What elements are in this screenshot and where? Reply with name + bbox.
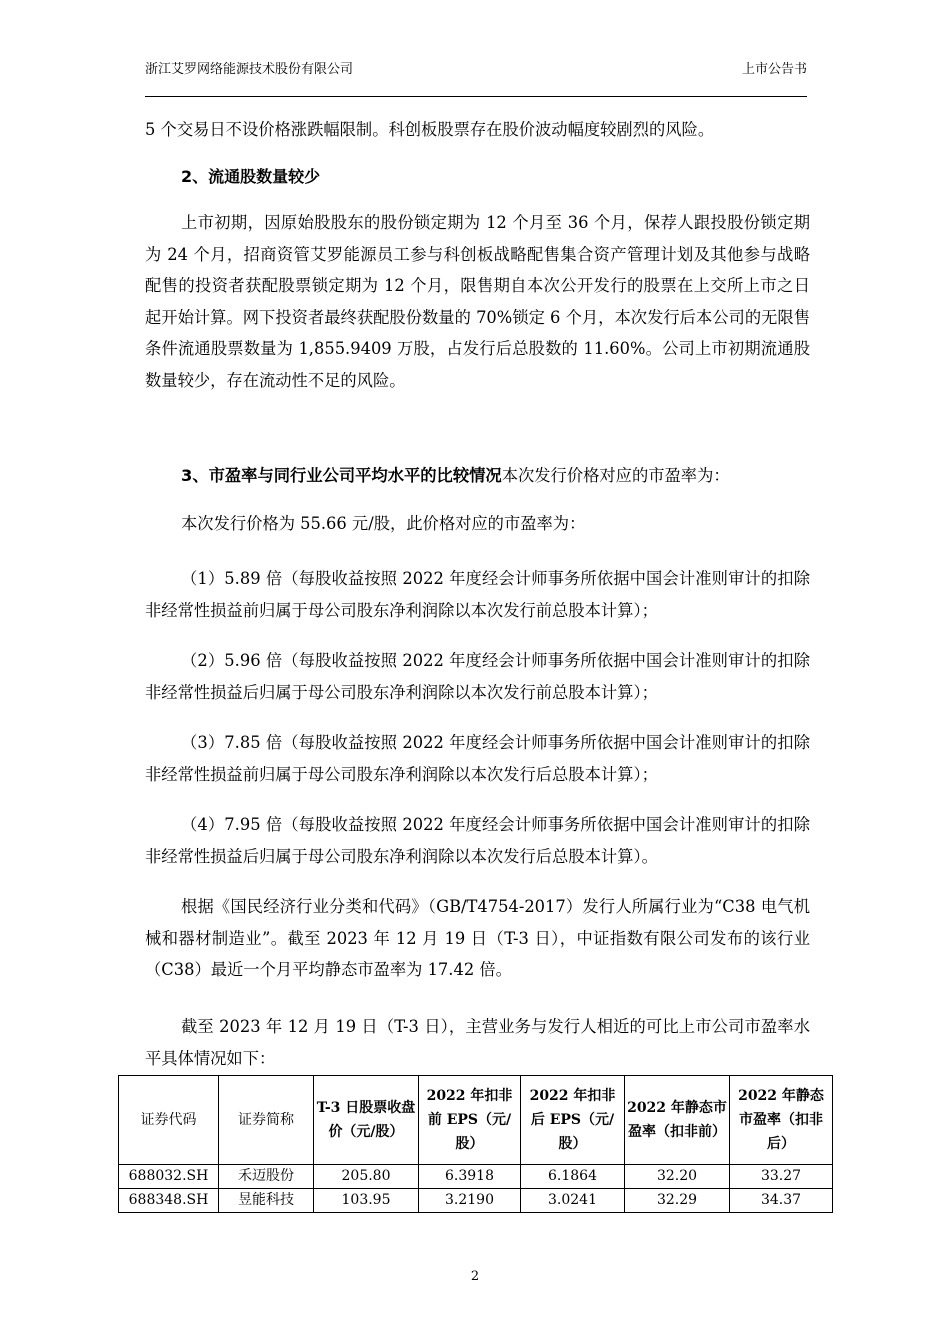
cell-pe-after: 34.37	[730, 1189, 833, 1213]
cell-close-price: 103.95	[314, 1189, 419, 1213]
th-eps-after: 2022 年扣非后 EPS（元/股）	[521, 1076, 625, 1165]
table-header-row	[119, 1076, 833, 1165]
cell-name: 昱能科技	[219, 1189, 314, 1213]
paragraph-pe-4: （4）7.95 倍（每股收益按照 2022 年度经会计师事务所依据中国会计准则审计的扣除非经常性损益后归属于母公司股东净利润除以本次发行后总股本计算）。	[145, 815, 810, 866]
table-row	[119, 1189, 833, 1213]
cell-code: 688348.SH	[119, 1189, 219, 1213]
paragraph-pe-2: （2）5.96 倍（每股收益按照 2022 年度经会计师事务所依据中国会计准则审计的扣除非经常性损益后归属于母公司股东净利润除以本次发行前总股本计算）；	[145, 651, 810, 702]
th-pe-before: 2022 年静态市盈率（扣非前）	[625, 1076, 730, 1165]
section-heading-pe-comparison	[145, 460, 810, 492]
cell-eps-after: 3.0241	[521, 1189, 625, 1213]
table-row	[119, 1165, 833, 1189]
cell-pe-after: 33.27	[730, 1165, 833, 1189]
cell-pe-before: 32.29	[625, 1189, 730, 1213]
paragraph-comparable-intro: 截至 2023 年 12 月 19 日（T-3 日），主营业务与发行人相近的可比上市公司市盈率水平具体情况如下：	[145, 1017, 810, 1068]
header-divider	[145, 96, 807, 97]
paragraph-float-shares: 上市初期，因原始股股东的股份锁定期为 12 个月至 36 个月，保荐人跟投股份锁定期为 24 个月，招商资管艾罗能源员工参与科创板战略配售集合资产管理计划及其他参与战略配售的投资者获配股票锁定期为 12 个月，限售期自本次公开发行的股票在上交所上市之日起开始计算。网下投资者最终获配股份数量的 70%锁定 6 个月，本次发行后本公司的无限售条件流通股票数量为 1,855.9409 万股，占发行后总股数的 11.60%。公司上市初期流通股数量较少，存在流动性不足的风险。	[145, 213, 810, 390]
cell-close-price: 205.80	[314, 1165, 419, 1189]
comparable-companies-table	[118, 1075, 833, 1213]
cell-eps-before: 3.2190	[419, 1189, 521, 1213]
header-company: 浙江艾罗网络能源技术股份有限公司	[145, 62, 354, 77]
cell-name: 禾迈股份	[219, 1165, 314, 1189]
pe-heading-tail: 本次发行价格对应的市盈率为：	[501, 466, 730, 485]
header-doc-type: 上市公告书	[741, 62, 807, 77]
page-number: 2	[470, 1269, 480, 1284]
cell-code: 688032.SH	[119, 1165, 219, 1189]
paragraph-industry-pe: 根据《国民经济行业分类和代码》（GB/T4754-2017）发行人所属行业为“C38 电气机械和器材制造业”。截至 2023 年 12 月 19 日（T-3 日），中证指数有限公司发布的该行业（C38）最近一个月平均静态市盈率为 17.42 倍。	[145, 897, 810, 979]
cell-pe-before: 32.20	[625, 1165, 730, 1189]
pe-heading-bold: 3、市盈率与同行业公司平均水平的比较情况	[181, 466, 502, 485]
paragraph-price-limit: 5 个交易日不设价格涨跌幅限制。科创板股票存在股价波动幅度较剧烈的风险。	[145, 120, 715, 139]
cell-eps-before: 6.3918	[419, 1165, 521, 1189]
paragraph-pe-1: （1）5.89 倍（每股收益按照 2022 年度经会计师事务所依据中国会计准则审计的扣除非经常性损益前归属于母公司股东净利润除以本次发行前总股本计算）；	[145, 569, 810, 620]
cell-eps-after: 6.1864	[521, 1165, 625, 1189]
th-pe-after: 2022 年静态市盈率（扣非后）	[730, 1076, 833, 1165]
th-eps-before: 2022 年扣非前 EPS（元/股）	[419, 1076, 521, 1165]
th-close-price: T-3 日股票收盘价（元/股）	[314, 1076, 419, 1165]
section-heading-float-shares: 2、流通股数量较少	[181, 167, 321, 186]
paragraph-issue-price: 本次发行价格为 55.66 元/股，此价格对应的市盈率为：	[181, 514, 586, 533]
th-name: 证券简称	[219, 1076, 314, 1165]
th-code: 证券代码	[119, 1076, 219, 1165]
paragraph-pe-3: （3）7.85 倍（每股收益按照 2022 年度经会计师事务所依据中国会计准则审计的扣除非经常性损益前归属于母公司股东净利润除以本次发行后总股本计算）；	[145, 733, 810, 784]
